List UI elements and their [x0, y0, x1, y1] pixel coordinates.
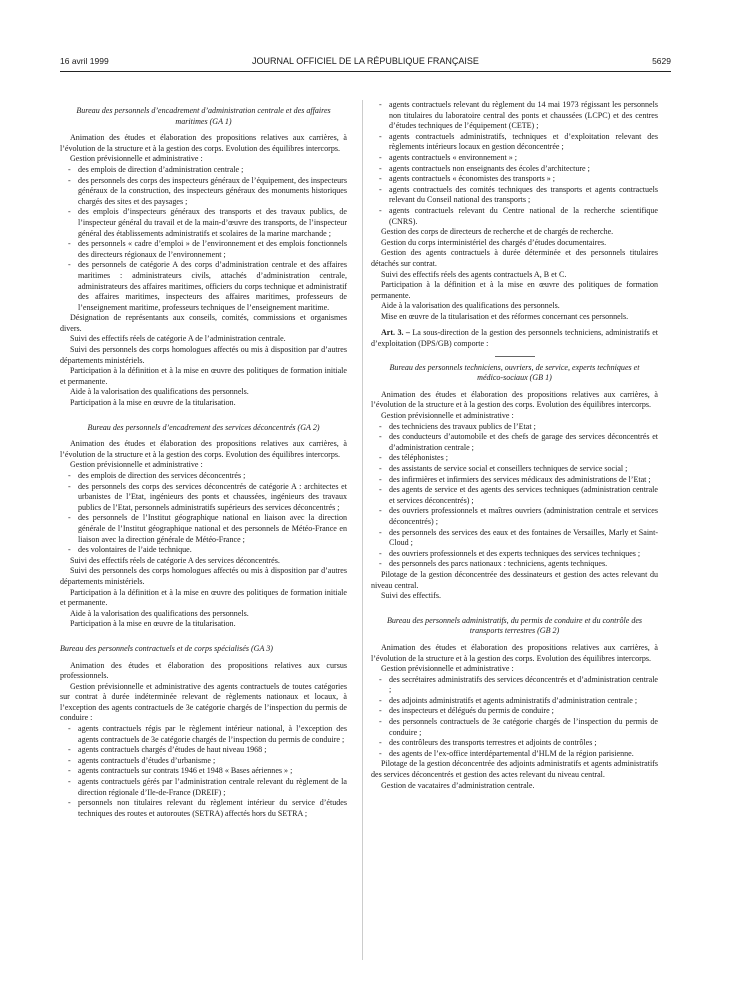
list-item: - des adjoints administratifs et agents administratifs d’administration centrale ;	[389, 696, 658, 707]
list-item: - agents contractuels régis par le règlement intérieur national, à l’exception des agents contractuels de 3e catégorie chargés de l’inspection du permis de conduire ;	[78, 724, 347, 745]
list-ga2	[60, 471, 347, 556]
list-item: - des infirmières et infirmiers des services médicaux des administrations de l’Etat ;	[389, 475, 658, 486]
paragraph: Aide à la valorisation des qualifications des personnels.	[70, 387, 249, 397]
list-item: - des téléphonistes ;	[389, 453, 658, 464]
article-3-text: La sous-direction de la gestion des personnels techniciens, administratifs et d’exploitation (DPS/GB) comporte :	[371, 328, 658, 349]
page-header	[60, 56, 671, 70]
list-item: - agents contractuels non enseignants des écoles d’architecture ;	[389, 164, 658, 175]
paragraph: Gestion prévisionnelle et administrative :	[70, 460, 203, 470]
paragraph: Animation des études et élaboration des propositions relatives aux carrières, à l’évolution de la structure et à la gestion des corps. Evolution des équilibres intercorps.	[60, 133, 347, 153]
paragraph: Animation des études et élaboration des propositions relatives aux carrières, à l’évolution de la structure et à la gestion des corps. Evolution des équilibres intercorps.	[371, 642, 658, 663]
list-item: - agents contractuels des comités techniques des transports et agents contractuels relevant du Conseil national des transports ;	[389, 185, 658, 206]
list-item: - agents contractuels relevant du Centre national de la recherche scientifique (CNRS).	[389, 206, 658, 227]
paragraph: Gestion prévisionnelle et administrative :	[381, 664, 514, 674]
paragraph: Gestion de vacataires d’administration centrale.	[381, 780, 535, 790]
paragraph: Animation des études et élaboration des propositions relatives aux carrières, à l’évolution de la structure et à la gestion des corps. Evolution des équilibres intercorps.	[60, 439, 347, 459]
paragraph: Gestion prévisionnelle et administrative :	[381, 411, 514, 421]
list-item: - agents contractuels d’études d’urbanisme ;	[78, 756, 347, 767]
list-item: - des techniciens des travaux publics de l’Etat ;	[389, 422, 658, 433]
header-date: 16 avril 1999	[60, 56, 109, 66]
header-rule	[60, 71, 671, 72]
paragraph: Aide à la valorisation des qualifications des personnels.	[381, 301, 560, 311]
paragraph: Pilotage de la gestion déconcentrée des adjoints administratifs et agents administratifs des services déconcentrés et gestion des actes relevant du niveau central.	[371, 759, 658, 780]
paragraph: Gestion prévisionnelle et administrative des agents contractuels de toutes catégories sur contrat à durée indéterminée relevant de règlements nationaux et locaux, à l’exception des agents contractuels de 3e catégorie chargés de l’inspection du permis de conduire :	[60, 681, 347, 723]
paragraph: Gestion des corps de directeurs de recherche et de chargés de recherche.	[381, 227, 614, 237]
list-gb2	[371, 675, 658, 760]
list-item: - des personnels « cadre d’emploi » de l’environnement et des emplois fonctionnels des directeurs régionaux de l’environnement ;	[78, 239, 347, 260]
list-item: - agents contractuels administratifs, techniques et d’exploitation relevant des règlements intérieurs locaux en gestion déconcentrée ;	[389, 132, 658, 153]
list-item: - des personnels des corps des services déconcentrés de catégorie A : architectes et urbanistes de l’Etat, ingénieurs des ponts et chaussées, ingénieurs des travaux publics de l’Etat, personnels administratifs supérieurs des services déconcentrés ;	[78, 482, 347, 514]
paragraph: Désignation de représentants aux conseils, comités, commissions et organismes divers.	[60, 313, 347, 333]
list-item: - des personnels de catégorie A des corps d’administration centrale et des affaires maritimes : administrateurs civils, attachés d’administration centrale, administrateurs des affaires maritimes, officiers du corps technique et administratif des affaires maritimes, inspecteurs des affaires maritimes, professeurs de l’enseignement maritime, professeurs techniques de l’enseignement maritime.	[78, 260, 347, 313]
list-item: - des inspecteurs et délégués du permis de conduire ;	[389, 706, 658, 717]
list-item: - agents contractuels « environnement » ;	[389, 153, 658, 164]
left-column	[60, 100, 347, 819]
header-page-number: 5629	[652, 56, 671, 66]
list-item: - des agents de service et des agents des services techniques (administration centrale et services déconcentrés) ;	[389, 485, 658, 506]
paragraph: Animation des études et élaboration des propositions relatives aux cursus professionnels.	[60, 660, 347, 681]
paragraph: Suivi des effectifs.	[381, 591, 441, 601]
paragraph: Gestion prévisionnelle et administrative :	[70, 154, 203, 164]
paragraph: Participation à la mise en œuvre de la titularisation.	[70, 619, 236, 629]
section-title-ga1: Bureau des personnels d’encadrement d’administration centrale et des affaires maritimes (GA 1)	[76, 106, 331, 126]
section-title-ga2: Bureau des personnels d’encadrement des services déconcentrés (GA 2)	[87, 422, 320, 432]
list-item: - des ouvriers professionnels et des experts techniques des services techniques ;	[389, 549, 658, 560]
article-3-label: Art. 3. –	[381, 328, 410, 338]
list-item: - des personnels des corps des inspecteurs généraux de l’équipement, des inspecteurs généraux de la construction, des inspecteurs généraux des monuments historiques chargés des sites et des paysages ;	[78, 176, 347, 208]
list-item: - des emplois d’inspecteurs généraux des transports et des travaux publics, de l’inspecteur général du travail et de la main-d’œuvre des transports, de l’inspecteur général des établissements administratifs et scolaires de la marine marchande ;	[78, 207, 347, 239]
list-item: - des ouvriers professionnels et maîtres ouvriers (administration centrale et services déconcentrés) ;	[389, 506, 658, 527]
section-divider	[495, 356, 535, 357]
paragraph: Gestion du corps interministériel des chargés d’études documentaires.	[381, 237, 607, 247]
list-item: - des agents de l’ex-office interdépartemental d’HLM de la région parisienne.	[389, 749, 658, 760]
list-item: - des conducteurs d’automobile et des chefs de garage des services déconcentrés et d’administration centrale ;	[389, 432, 658, 453]
paragraph: Suivi des effectifs réels des agents contractuels A, B et C.	[381, 269, 567, 279]
paragraph: Gestion des agents contractuels à durée déterminée et des personnels titulaires détachés sur contrat.	[371, 248, 658, 268]
list-item: - des personnels de l’Institut géographique national en liaison avec la direction générale de l’Institut géographique national et des personnels de Météo-France en liaison avec la direction générale de Météo-France ;	[78, 513, 347, 545]
paragraph: Pilotage de la gestion déconcentrée des dessinateurs et gestion des actes relevant du niveau central.	[371, 569, 658, 590]
paragraph: Mise en œuvre de la titularisation et des réformes concernant ces personnels.	[381, 311, 629, 321]
paragraph: Suivi des personnels des corps homologues affectés ou mis à disposition par d’autres départements ministériels.	[60, 566, 347, 586]
article-3	[371, 328, 658, 349]
section-title-ga3: Bureau des personnels contractuels et de corps spécialisés (GA 3)	[60, 643, 273, 653]
list-item: - des contrôleurs des transports terrestres et adjoints de contrôles ;	[389, 738, 658, 749]
list-item: - agents contractuels sur contrats 1946 et 1948 « Bases aériennes » ;	[78, 766, 347, 777]
paragraph: Participation à la mise en œuvre de la titularisation.	[70, 398, 236, 408]
section-title-gb2: Bureau des personnels administratifs, du permis de conduire et du contrôle des transports terrestres (GB 2)	[386, 615, 643, 636]
list-item: - agents contractuels chargés d’études de haut niveau 1968 ;	[78, 745, 347, 756]
paragraph: Participation à la définition et à la mise en œuvre des politiques de formation initiale et permanente.	[60, 587, 347, 608]
list-item: - agents contractuels « économistes des transports » ;	[389, 174, 658, 185]
column-separator	[362, 100, 363, 960]
paragraph: Animation des études et élaboration des propositions relatives aux carrières, à l’évolution de la structure et à la gestion des corps. Evolution des équilibres intercorps.	[371, 389, 658, 410]
list-ga3-continued	[371, 100, 658, 227]
list-item: - des secrétaires administratifs des services déconcentrés et d’administration centrale ;	[389, 675, 658, 696]
list-item: - des emplois de direction d’administration centrale ;	[78, 165, 347, 176]
paragraph: Suivi des effectifs réels de catégorie A des services déconcentrés.	[70, 555, 280, 565]
list-item: - des assistants de service social et conseillers techniques de service social ;	[389, 464, 658, 475]
section-title-gb1: Bureau des personnels techniciens, ouvriers, de service, experts techniques et médico-sociaux (GB 1)	[389, 362, 640, 383]
list-ga1	[60, 165, 347, 313]
list-item: - des personnels des services des eaux et des fontaines de Versailles, Marly et Saint-Cloud ;	[389, 528, 658, 549]
header-journal-title: JOURNAL OFFICIEL DE LA RÉPUBLIQUE FRANÇAISE	[252, 56, 479, 66]
list-item: - agents contractuels relevant du règlement du 14 mai 1973 régissant les personnels non titulaires du laboratoire central des ponts et chaussées (LCPC) et des centres d’études techniques de l’équipement (CETE) ;	[389, 100, 658, 132]
list-item: - des volontaires de l’aide technique.	[78, 545, 347, 556]
list-item: - personnels non titulaires relevant du règlement intérieur du service d’études techniques des routes et autoroutes (SETRA) affectés hors du SETRA ;	[78, 798, 347, 819]
list-item: - agents contractuels gérés par l’administration centrale relevant du règlement de la direction régionale d’Ile-de-France (DREIF) ;	[78, 777, 347, 798]
list-gb1	[371, 422, 658, 570]
paragraph: Suivi des personnels des corps homologues affectés ou mis à disposition par d’autres départements ministériels.	[60, 345, 347, 365]
right-column	[371, 100, 658, 791]
list-ga3	[60, 724, 347, 819]
paragraph: Participation à la définition et à la mise en œuvre des politiques de formation permanente.	[371, 280, 658, 300]
paragraph: Participation à la définition et à la mise en œuvre des politiques de formation initiale et permanente.	[60, 366, 347, 386]
list-item: - des emplois de direction des services déconcentrés ;	[78, 471, 347, 482]
paragraph: Suivi des effectifs réels de catégorie A de l’administration centrale.	[70, 334, 286, 344]
paragraph: Aide à la valorisation des qualifications des personnels.	[70, 608, 249, 618]
list-item: - des personnels contractuels de 3e catégorie chargés de l’inspection du permis de conduire ;	[389, 717, 658, 738]
list-item: - des personnels des parcs nationaux : techniciens, agents techniques.	[389, 559, 658, 570]
